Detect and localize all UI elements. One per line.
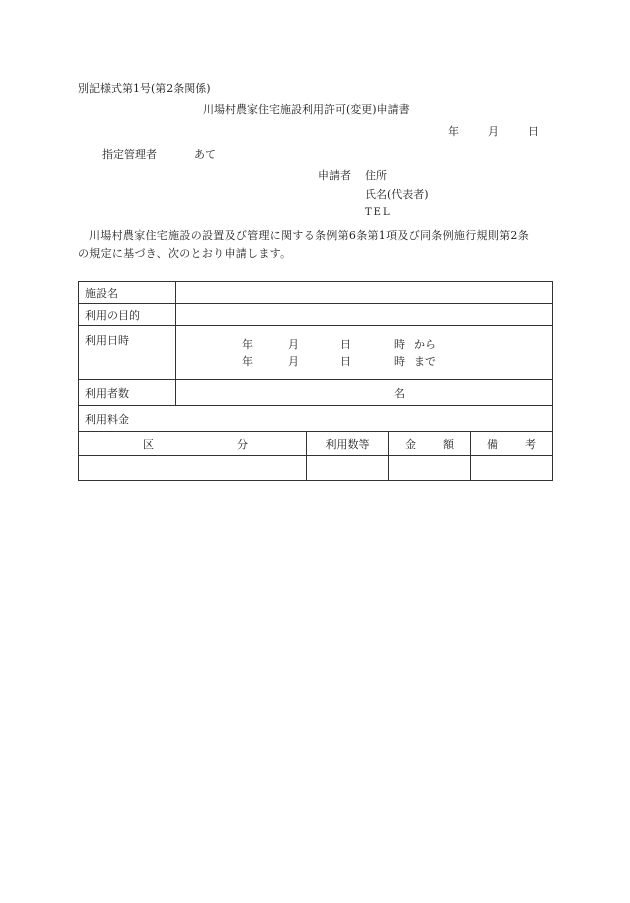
start-from: から [414,338,436,351]
end-month: 月 [288,355,299,368]
facility-name-field[interactable] [176,282,553,304]
addressee-honorific: あて [194,148,216,161]
users-label: 利用者数 [79,380,176,406]
period-field[interactable] [176,326,553,380]
purpose-row [79,304,553,326]
fee-count-cell[interactable] [307,456,389,481]
addressee [102,149,216,160]
date-day: 日 [528,125,539,138]
fee-col-amount: 金 額 [389,432,471,456]
form-number: 別記様式第1号(第2条関係) [78,82,211,95]
body-text-line-2: の規定に基づき、次のとおり申請します。 [78,247,292,260]
end-hour: 時 [394,355,405,368]
fee-header-row [79,432,553,456]
fee-row [79,406,553,432]
facility-name-label: 施設名 [79,282,176,304]
start-hour: 時 [394,338,405,351]
users-row [79,380,553,406]
addressee-name: 指定管理者 [102,148,157,161]
facility-name-row [79,282,553,304]
fee-label: 利用料金 [79,406,553,432]
period-label: 利用日時 [79,326,176,380]
users-field[interactable] [176,380,553,406]
fee-remarks-cell[interactable] [471,456,553,481]
start-month: 月 [288,338,299,351]
end-day: 日 [340,355,351,368]
end-to: まで [414,355,436,368]
document-title: 川場村農家住宅施設利用許可(変更)申請書 [203,103,410,116]
period-end [242,353,546,370]
start-year: 年 [242,338,253,351]
period-row [79,326,553,380]
fee-amount-cell[interactable] [389,456,471,481]
fee-col-remarks: 備 考 [471,432,553,456]
fee-category-cell[interactable] [79,456,307,481]
fee-col-count: 利用数等 [307,432,389,456]
date-month: 月 [488,125,499,138]
purpose-label: 利用の目的 [79,304,176,326]
application-table [78,281,553,481]
applicant-address-label: 住所 [365,169,387,182]
start-day: 日 [340,338,351,351]
fee-col-category: 区 分 [79,432,307,456]
applicant-name-label: 氏名(代表者) [365,188,429,201]
date-year: 年 [448,125,459,138]
body-text-line-1: 川場村農家住宅施設の設置及び管理に関する条例第6条第1項及び同条例施行規則第2条 [89,229,529,242]
purpose-field[interactable] [176,304,553,326]
end-year: 年 [242,355,253,368]
date-line [448,126,539,137]
applicant-tel-label: TEL [365,207,392,218]
applicant-label: 申請者 [318,169,351,182]
period-start [242,336,546,353]
users-unit: 名 [394,386,405,400]
fee-entry-row [79,456,553,481]
